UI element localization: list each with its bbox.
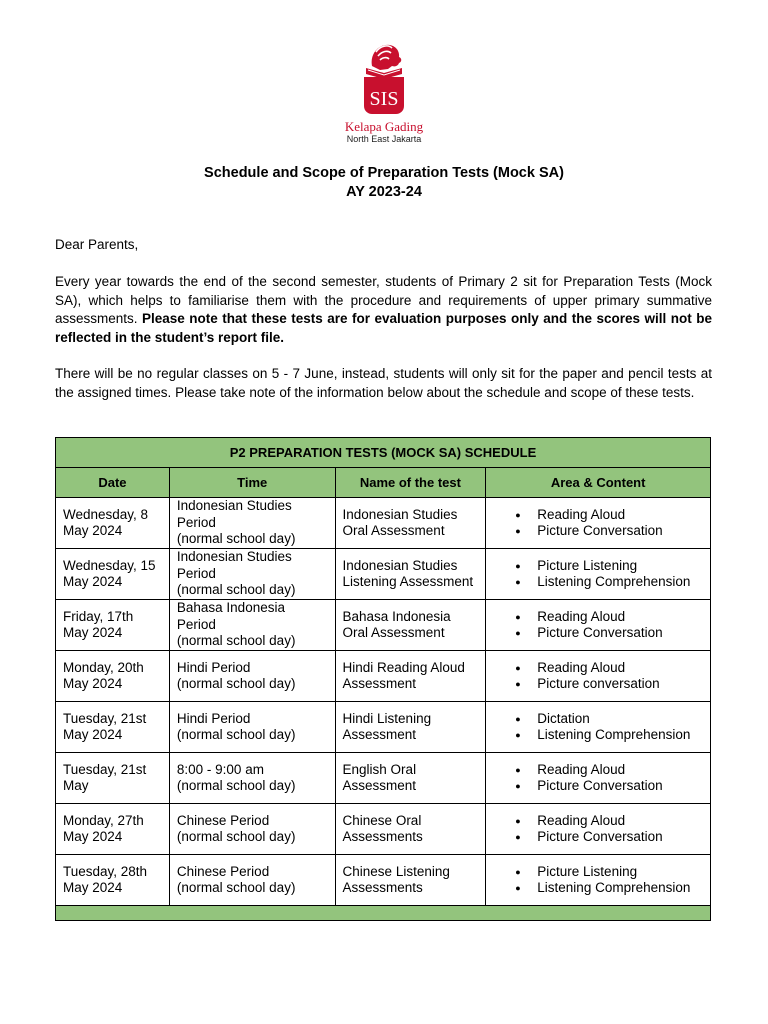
test-name-cell: Indonesian Studies Oral Assessment: [335, 498, 486, 549]
title-line-1: Schedule and Scope of Preparation Tests (Mock SA): [204, 165, 564, 181]
time-cell: [169, 804, 335, 855]
content-list-item: ● Dictation: [515, 711, 703, 728]
time-line: Chinese Period: [176, 812, 270, 828]
time-line: (normal school day): [176, 727, 296, 742]
content-list-item: ● Reading Aloud: [515, 813, 703, 830]
table-row: [56, 804, 711, 855]
test-name-cell: Hindi Reading Aloud Assessment: [335, 651, 486, 702]
test-name-cell: Chinese Oral Assessments: [335, 804, 486, 855]
table-footer-bar: [56, 906, 711, 921]
intro-paragraph: [55, 273, 712, 347]
time-line: (normal school day): [176, 582, 296, 598]
content-list-item: ● Reading Aloud: [515, 762, 703, 779]
area-content-cell: [486, 804, 711, 855]
content-list: [493, 711, 703, 744]
content-list-item: ● Reading Aloud: [515, 507, 703, 524]
content-list: [493, 507, 703, 540]
date-cell: Tuesday, 21st May 2024: [56, 702, 170, 753]
time-line: (normal school day): [176, 676, 296, 691]
content-list-item: ● Picture Conversation: [515, 829, 703, 846]
time-line: 8:00 - 9:00 am: [176, 761, 264, 777]
content-list: [493, 558, 703, 591]
schedule-table: [55, 437, 711, 921]
content-list-item: ● Picture Conversation: [515, 523, 703, 540]
time-line: Bahasa Indonesia Period: [176, 600, 285, 632]
content-list: [493, 762, 703, 795]
test-name-cell: Bahasa Indonesia Oral Assessment: [335, 600, 486, 651]
time-line: (normal school day): [176, 633, 296, 649]
content-list: [493, 813, 703, 846]
column-header: Name of the test: [335, 468, 486, 498]
campus-region: North East Jakarta: [346, 134, 422, 144]
time-cell: [169, 498, 335, 549]
column-header: Area & Content: [486, 468, 711, 498]
lion-book-logo-icon: [354, 40, 414, 116]
test-name-cell: Indonesian Studies Listening Assessment: [335, 549, 486, 600]
table-row: [56, 702, 711, 753]
logo-text: SIS: [369, 88, 399, 110]
time-line: (normal school day): [176, 829, 296, 844]
time-line: Hindi Period: [176, 659, 251, 675]
content-list: [493, 864, 703, 897]
time-line: Chinese Period: [176, 863, 270, 879]
school-logo: [0, 40, 768, 145]
table-row: [56, 753, 711, 804]
content-list-item: ● Reading Aloud: [515, 660, 703, 677]
time-cell: [169, 549, 335, 600]
content-list-item: ● Reading Aloud: [515, 609, 703, 626]
table-row: [56, 498, 711, 549]
date-cell: Tuesday, 21st May: [56, 753, 170, 804]
table-row: [56, 855, 711, 906]
content-list-item: ● Picture conversation: [515, 676, 703, 693]
intro-bold-note: Please note that these tests are for evaluation purposes only and the scores will not be reflected in the student’s report file.: [55, 311, 713, 345]
table-header: P2 PREPARATION TESTS (MOCK SA) SCHEDULE: [56, 438, 711, 468]
test-name-cell: Chinese Listening Assessments: [335, 855, 486, 906]
date-cell: Monday, 20th May 2024: [56, 651, 170, 702]
date-cell: Wednesday, 8 May 2024: [56, 498, 170, 549]
area-content-cell: [486, 549, 711, 600]
column-header: Date: [56, 468, 170, 498]
time-cell: [169, 702, 335, 753]
content-list-item: ● Listening Comprehension: [515, 574, 703, 591]
table-row: [56, 651, 711, 702]
intro-text: Every year towards the end of the second semester, students of Primary 2 sit for Preparation Tests (Mock SA), which helps to familiarise them with the procedure and requirements of upper primary summative assessments.: [55, 274, 712, 326]
greeting: Dear Parents,: [55, 237, 139, 252]
area-content-cell: [486, 600, 711, 651]
time-line: (normal school day): [176, 880, 296, 895]
column-header: Time: [169, 468, 335, 498]
time-line: Indonesian Studies Period: [176, 498, 292, 530]
schedule-paragraph: There will be no regular classes on 5 - 7 June, instead, students will only sit for the paper and pencil tests at the assigned times. Please take note of the information below about the schedule and scope of these tests.: [55, 366, 712, 400]
table-row: [56, 600, 711, 651]
content-list-item: ● Listening Comprehension: [515, 727, 703, 744]
title-line-2: AY 2023-24: [346, 184, 422, 200]
test-name-cell: Hindi Listening Assessment: [335, 702, 486, 753]
content-list-item: ● Picture Listening: [515, 864, 703, 881]
area-content-cell: [486, 651, 711, 702]
area-content-cell: [486, 855, 711, 906]
time-cell: [169, 600, 335, 651]
time-cell: [169, 855, 335, 906]
content-list-item: ● Picture Listening: [515, 558, 703, 575]
campus-name: Kelapa Gading: [344, 119, 424, 134]
time-cell: [169, 651, 335, 702]
date-cell: Monday, 27th May 2024: [56, 804, 170, 855]
page-title: [0, 164, 768, 202]
area-content-cell: [486, 498, 711, 549]
time-line: Indonesian Studies Period: [176, 549, 292, 581]
content-list-item: ● Listening Comprehension: [515, 880, 703, 897]
content-list-item: ● Picture Conversation: [515, 778, 703, 795]
content-list: [493, 660, 703, 693]
table-row: [56, 549, 711, 600]
time-line: (normal school day): [176, 778, 296, 793]
area-content-cell: [486, 702, 711, 753]
time-cell: [169, 753, 335, 804]
content-list-item: ● Picture Conversation: [515, 625, 703, 642]
area-content-cell: [486, 753, 711, 804]
time-line: Hindi Period: [176, 710, 251, 726]
test-name-cell: English Oral Assessment: [335, 753, 486, 804]
date-cell: Friday, 17th May 2024: [56, 600, 170, 651]
content-list: [493, 609, 703, 642]
date-cell: Wednesday, 15 May 2024: [56, 549, 170, 600]
date-cell: Tuesday, 28th May 2024: [56, 855, 170, 906]
time-line: (normal school day): [176, 531, 296, 547]
